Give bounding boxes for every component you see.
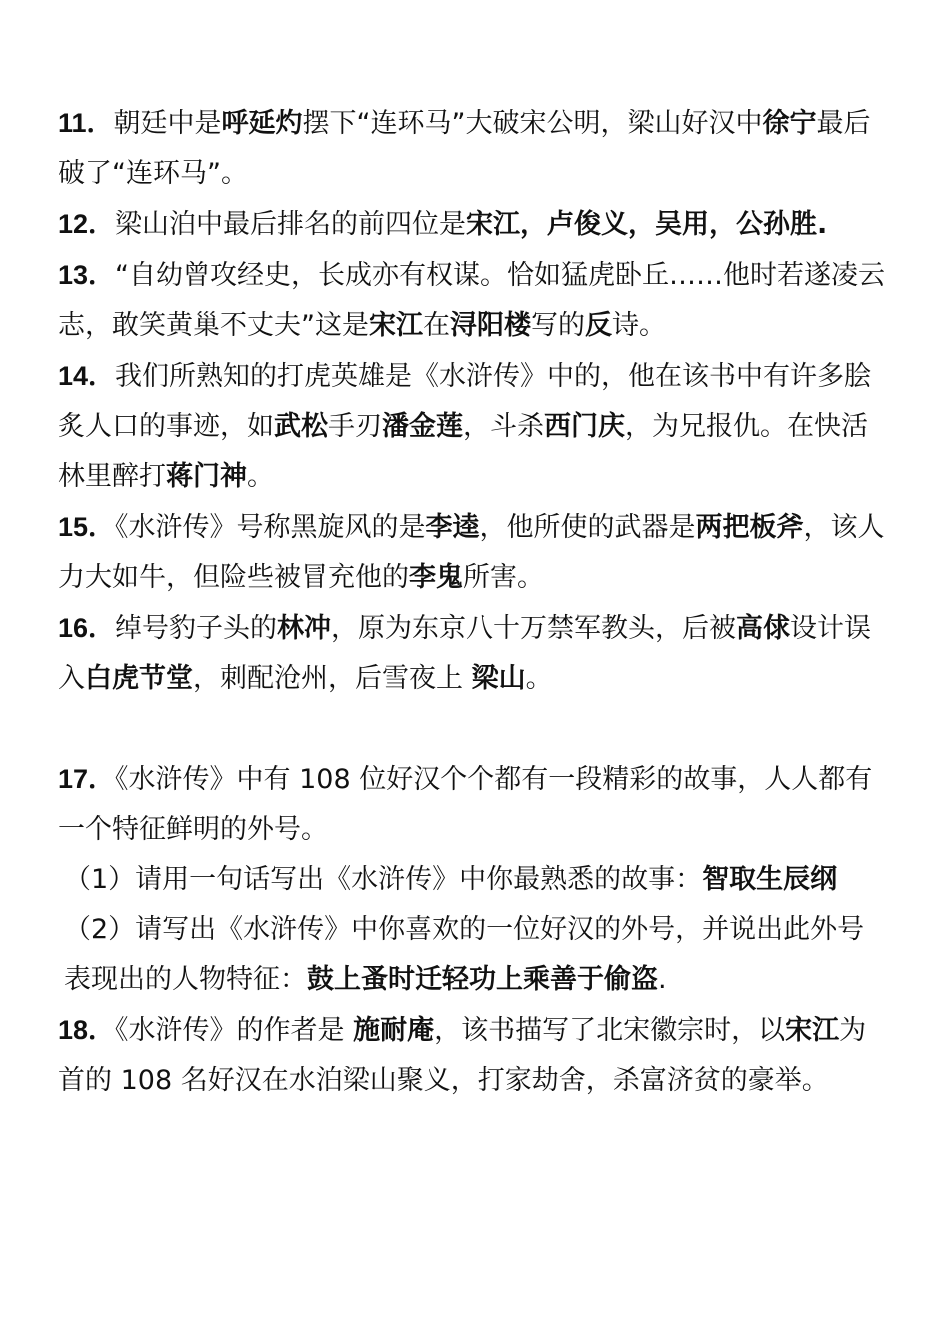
question-text: ，为兄报仇。在快活林里醉打 [58,411,868,492]
question-number: 11． [58,108,114,138]
answer-text: 智取生辰纲 [702,864,838,895]
sub-question [58,905,890,1005]
answer-text: 李鬼 [409,562,463,593]
answer-text: 梁山 [471,663,526,694]
question-number: 13． [58,260,116,290]
answer-text: 武松 [274,411,328,442]
question-text: 在 [423,310,450,341]
answer-text: 浔阳楼 [450,310,531,341]
question-text: 诗。 [612,310,666,341]
question-text: 手刃 [328,411,382,442]
question-text: “自幼曾攻经史，长成亦有权谋。恰如猛虎卧丘……他时若遂凌云志，敢笑黄巢不丈夫”这是 [58,260,886,341]
answer-text: 白虎节堂 [85,663,193,694]
question-text: 《水浒传》的作者是 [115,1015,354,1046]
question-text: （1）请用一句话写出《水浒传》中你最熟悉的故事： [64,864,703,895]
question-item [58,351,890,502]
question-text: ，该书描写了北宋徽宗时，以 [434,1015,786,1046]
question-text: 摆下“连环马”大破宋公明，梁山好汉中 [302,108,763,139]
question-text: ，斗杀 [463,411,544,442]
question-item [58,502,890,603]
question-text: 所害。 [463,562,544,593]
question-text: . [658,964,667,995]
question-text: 最后破了“连环马”。 [58,108,871,189]
answer-text: 鼓上蚤时迁轻功上乘善于偷盗 [307,964,658,995]
document-body [58,98,890,1106]
question-item [58,98,890,199]
question-text: 。 [525,663,553,694]
answer-text: 反 [585,310,612,341]
question-text: ，原为东京八十万禁军教头，后被 [331,613,737,644]
answer-text: 西门庆 [544,411,625,442]
answer-text: 潘金莲 [382,411,463,442]
paragraph-gap [58,704,890,754]
question-text: ，他所使的武器是 [479,512,696,543]
question-text: 写的 [531,310,585,341]
answer-text: 施耐庵 [353,1015,435,1046]
question-number: 15． [58,512,116,542]
question-text: 设计误入 [58,613,872,694]
question-text: 。 [247,461,274,492]
answer-text: 高俅 [736,613,791,644]
question-text: 为首的 108 名好汉在水泊梁山聚义，打家劫舍，杀富济贫的豪举。 [58,1015,867,1096]
answer-text: 呼延灼 [221,108,303,139]
question-number: 18． [58,1015,116,1045]
answer-text: 徐宁 [762,108,817,139]
question-text: 朝廷中是 [113,108,222,139]
question-text: 我们所熟知的打虎英雄是《水浒传》中的，他在该书中有许多脍炙人口的事迹，如 [58,361,872,442]
answer-text: 宋江，卢俊义，吴用，公孙胜. [466,209,828,240]
answer-text: 宋江 [785,1015,840,1046]
question-item [58,199,890,250]
question-text: ，该人力大如牛，但险些被冒充他的 [58,512,885,593]
question-number: 14． [58,361,116,391]
question-text: 《水浒传》中有 108 位好汉个个都有一段精彩的故事，人人都有一个特征鲜明的外号。 [58,764,873,845]
answer-text: 林冲 [277,613,332,644]
question-item [58,1005,890,1106]
question-text: ，刺配沧州，后雪夜上 [193,663,472,694]
question-number: 12． [58,209,116,239]
answer-text: 宋江 [369,310,423,341]
answer-text: 两把板斧 [695,512,804,543]
sub-question [58,855,890,905]
question-item [58,250,890,351]
question-item [58,754,890,855]
question-item [58,603,890,704]
question-number: 16． [58,613,116,643]
question-text: 《水浒传》号称黑旋风的是 [115,512,426,543]
question-number: 17． [58,764,116,794]
answer-text: 李逵 [425,512,480,543]
question-text: 梁山泊中最后排名的前四位是 [115,209,467,240]
question-text: （2）请写出《水浒传》中你喜欢的一位好汉的外号，并说出此外号表现出的人物特征： [64,914,865,995]
question-text: 绰号豹子头的 [115,613,278,644]
answer-text: 蒋门神 [166,461,247,492]
